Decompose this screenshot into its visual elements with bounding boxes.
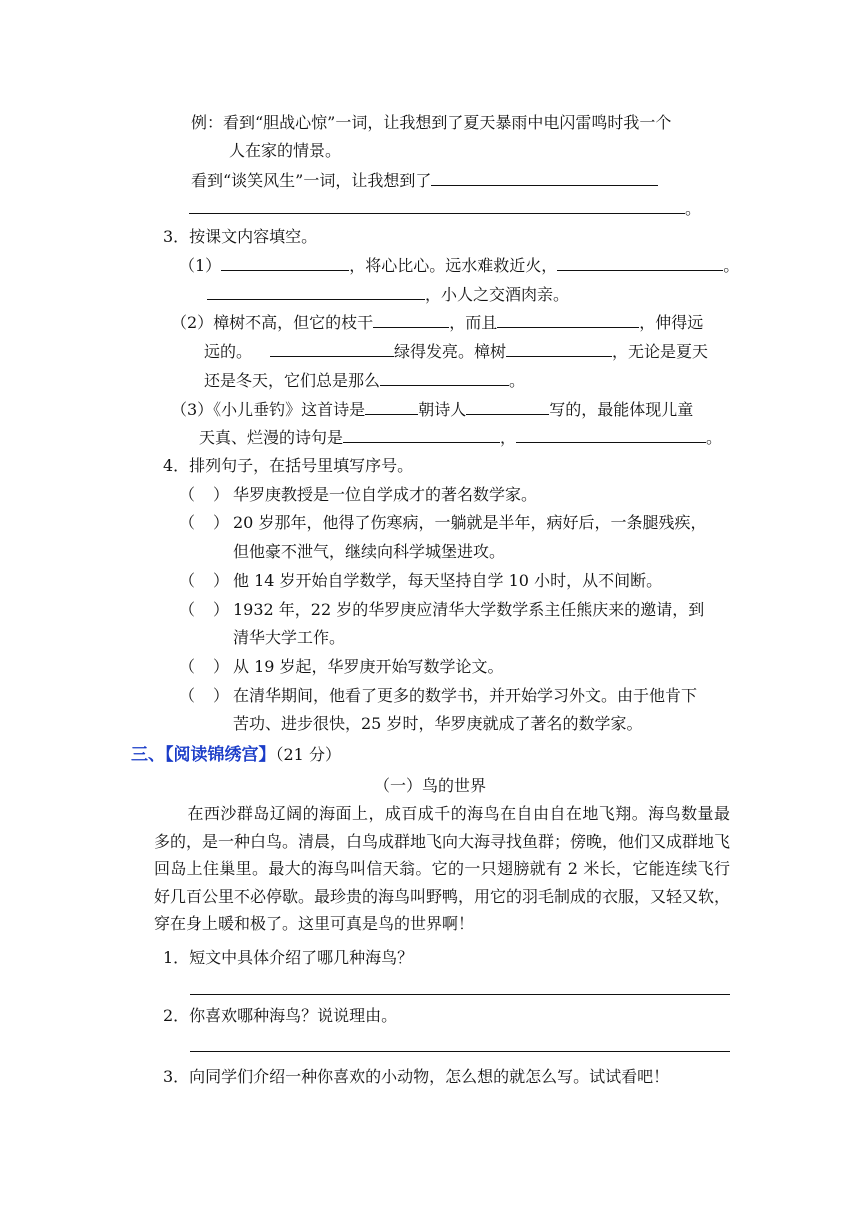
q3-item2-text-2c: ，无论是夏天 <box>612 342 709 361</box>
q4-close-6: ） <box>213 686 230 705</box>
q3-item2-text-2a: 远的。 <box>204 342 253 361</box>
q3-item2-end: 。 <box>509 371 526 390</box>
example-end-mark: 。 <box>685 199 702 218</box>
q3-item1-line1 <box>179 255 739 276</box>
reading-question-3: 3．向同学们介绍一种你喜欢的小动物，怎么想的就怎么写。试试看吧！ <box>163 1067 670 1086</box>
q3-item2-text-1c: ，伸得远 <box>639 313 704 332</box>
q3-item2-blank-3[interactable] <box>270 341 394 357</box>
example-line-1: 例：看到“胆战心惊”一词，让我想到了夏天暴雨中电闪雷鸣时我一个 <box>191 113 672 132</box>
reading-question-2: 2．你喜欢哪种海鸟？说说理由。 <box>163 1006 398 1025</box>
q3-item1-text-b: ，小人之交酒肉亲。 <box>425 285 570 304</box>
reading-answer-line-1[interactable] <box>190 994 730 995</box>
q3-item1-blank-3[interactable] <box>207 284 425 300</box>
q3-item3-line2 <box>199 427 722 448</box>
q3-item2-blank-2[interactable] <box>497 312 639 328</box>
q4-title: 4．排列句子，在括号里填写序号。 <box>163 456 414 475</box>
q4-close-5: ） <box>213 657 230 676</box>
q3-item3-text-1c: 写的，最能体现儿童 <box>549 400 694 419</box>
section-heading <box>131 744 341 766</box>
q3-item3-text-1a: （3）《小儿垂钓》这首诗是 <box>171 400 366 419</box>
q3-item3-text-2b: ， <box>500 428 517 447</box>
q4-sentence-2b: 但他豪不泄气，继续向科学城堡进攻。 <box>233 542 506 561</box>
q4-sentence-4a: 1932 年，22 岁的华罗庚应清华大学数学系主任熊庆来的邀请，到 <box>233 600 705 619</box>
q3-item3-blank-1[interactable] <box>365 399 418 415</box>
q3-item2-line3 <box>204 370 525 391</box>
section-heading-title: 三、【阅读锦绣宫】 <box>131 745 276 765</box>
q3-item2-blank-5[interactable] <box>380 370 509 386</box>
q4-open-1: （ <box>179 485 196 504</box>
q4-close-3: ） <box>213 571 230 590</box>
q3-item1-blank-2[interactable] <box>557 255 723 271</box>
q3-item2-blank-1[interactable] <box>373 312 449 328</box>
q4-close-1: ） <box>213 485 230 504</box>
q3-item3-blank-3[interactable] <box>343 427 500 443</box>
reading-question-1: 1．短文中具体介绍了哪几种海鸟？ <box>163 948 414 967</box>
q3-item3-text-2a: 天真、烂漫的诗句是 <box>199 428 344 447</box>
q3-item1-end: 。 <box>723 256 740 275</box>
q3-item1-blank-1[interactable] <box>221 255 349 271</box>
q4-sentence-5: 从 19 岁起，华罗庚开始写数学论文。 <box>233 657 504 676</box>
q3-item1-text-a: ，将心比心。远水难救近火， <box>349 256 558 275</box>
q4-open-3: （ <box>179 571 196 590</box>
example-prompt <box>191 170 658 191</box>
q4-close-2: ） <box>213 513 230 532</box>
reading-answer-line-2[interactable] <box>190 1051 730 1052</box>
q3-item2-text-1a: （2）樟树不高，但它的枝干 <box>171 313 374 332</box>
example-prompt-text: 看到“谈笑风生”一词，让我想到了 <box>191 171 432 190</box>
q3-item2-text-2b: 绿得发亮。樟树 <box>394 342 507 361</box>
q3-item2-line2 <box>204 341 708 362</box>
q3-item2-blank-4[interactable] <box>506 341 612 357</box>
q4-open-6: （ <box>179 686 196 705</box>
q3-item3-line1 <box>171 399 693 420</box>
q3-item3-blank-4[interactable] <box>516 427 706 443</box>
q4-open-2: （ <box>179 513 196 532</box>
example-answer-line <box>189 198 701 219</box>
q4-sentence-6a: 在清华期间，他看了更多的数学书，并开始学习外文。由于他肯下 <box>233 686 698 705</box>
section-heading-score: （21 分） <box>275 745 341 764</box>
passage-title: （一）鸟的世界 <box>373 776 486 795</box>
q3-item3-text-1b: 朝诗人 <box>418 400 467 419</box>
q4-open-4: （ <box>179 600 196 619</box>
q4-open-5: （ <box>179 657 196 676</box>
q4-sentence-6b: 苦功、进步很快，25 岁时，华罗庚就成了著名的数学家。 <box>233 714 643 733</box>
q3-item2-text-1b: ，而且 <box>449 313 498 332</box>
passage-body-text: 在西沙群岛辽阔的海面上，成百成千的海鸟在自由自在地飞翔。海鸟数量最多的，是一种白鸟。清晨，白鸟成群地飞向大海寻找鱼群；傍晚，他们又成群地飞回岛上住巢里。最大的海鸟叫信天翁。它的一只翅膀就有 2 米长，它能连续飞行好几百公里不必停歇。最珍贵的海鸟叫野鸭，用它的羽毛制成的衣服，又轻又软，穿在身上暖和极了。这里可真是鸟的世界啊！ <box>154 804 731 934</box>
example-answer-blank-2[interactable] <box>189 198 685 214</box>
q3-item1-line2 <box>207 284 569 305</box>
passage-body <box>154 800 730 938</box>
q4-sentence-3: 他 14 岁开始自学数学，每天坚持自学 10 小时，从不间断。 <box>233 571 663 590</box>
q4-sentence-4b: 清华大学工作。 <box>233 628 346 647</box>
q3-item2-line1 <box>171 312 703 333</box>
q4-close-4: ） <box>213 600 230 619</box>
q3-item3-end: 。 <box>706 428 723 447</box>
example-line-2: 人在家的情景。 <box>229 141 342 160</box>
q3-title: 3．按课文内容填空。 <box>163 227 318 246</box>
q3-item2-text-3a: 还是冬天，它们总是那么 <box>204 371 381 390</box>
example-answer-blank-1[interactable] <box>431 170 658 186</box>
q3-item1-num: （1） <box>179 256 222 275</box>
q4-sentence-2a: 20 岁那年，他得了伤寒病，一躺就是半年，病好后，一条腿残疾， <box>233 513 707 532</box>
q4-sentence-1: 华罗庚教授是一位自学成才的著名数学家。 <box>233 485 538 504</box>
q3-item3-blank-2[interactable] <box>466 399 549 415</box>
